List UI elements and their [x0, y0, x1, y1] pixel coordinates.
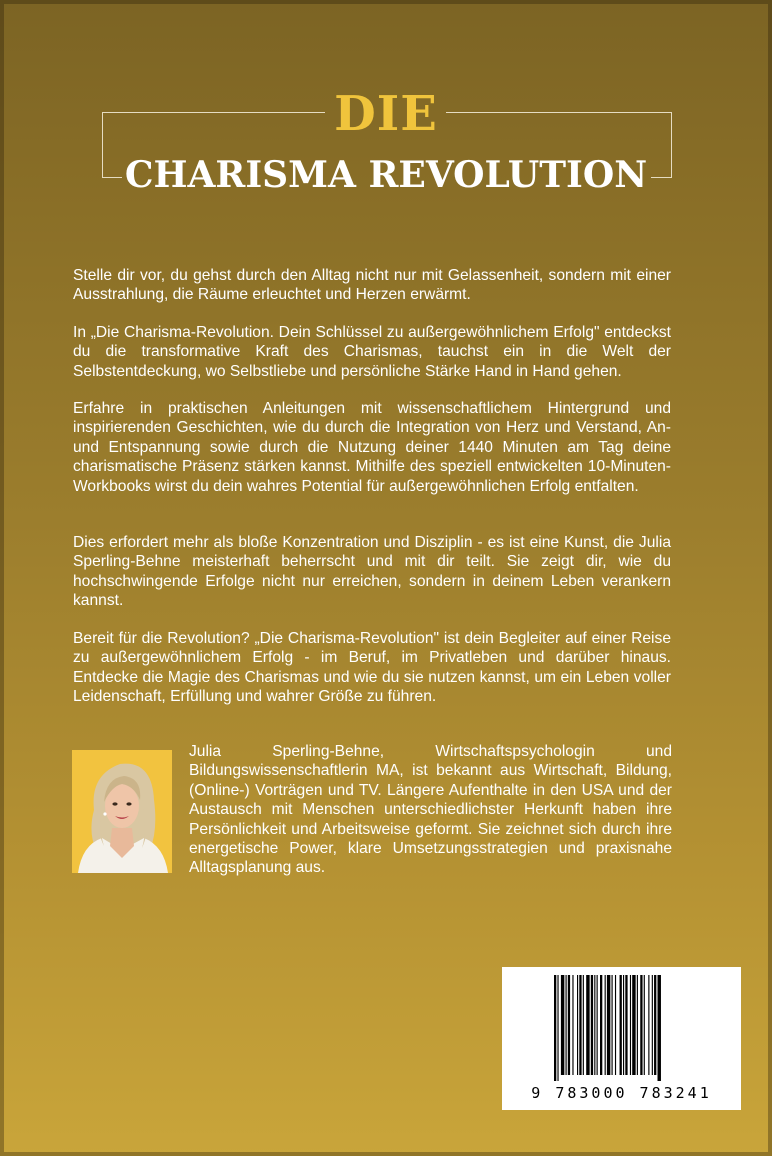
title-die: DIE: [334, 86, 438, 142]
barcode-bar: [640, 975, 642, 1075]
barcode-bar: [586, 975, 589, 1075]
barcode-bar: [583, 975, 584, 1075]
isbn-barcode: [502, 967, 741, 1110]
barcode-bar: [579, 975, 581, 1075]
barcode-bar: [600, 975, 602, 1075]
barcode-bar: [654, 975, 656, 1075]
barcode-bar: [648, 975, 649, 1075]
barcode-bar: [597, 975, 598, 1075]
barcode-bar: [607, 975, 610, 1075]
author-bio: Julia Sperling-Behne, Wirtschaftspsychologin und Bildungswissenschaftlerin MA, ist bekannt aus Wirtschaft, Bildung, (Online-) Vorträgen und TV. Längere Aufenthalte in den USA und der Austausch mit Menschen unterschiedlichster Herkunft haben ihre Persönlichkeit und Arbeitsweise geformt. Sie zeichnet sich durch ihre energetische Power, klare Umsetzungsstrategien und praxisnahe Alltagsplanung aus.: [189, 743, 672, 877]
barcode-bar: [577, 975, 578, 1075]
blurb-paragraph-1: Stelle dir vor, du gehst durch den Alltag nicht nur mit Gelassenheit, sondern mit einer Ausstrahlung, die Räume erleuchtet und Herzen erwärmt.: [73, 267, 671, 304]
barcode-bar: [658, 975, 661, 1081]
blurb-paragraph-3: Erfahre in praktischen Anleitungen mit wissenschaftlichem Hintergrund und inspirierenden Geschichten, wie du durch die Integration von Herz und Verstand, An- und Entspannung sowie durch die Nutzung deiner 1440 Minuten am Tag deine charismatische Präsenz stärken kannst. Mithilfe des speziell entwickelten 10-Minuten-Workbooks wirst du dein wahres Potential für außergewöhnlichen Erfolg entfalten.: [73, 400, 671, 495]
barcode-bars: [552, 975, 692, 1081]
barcode-bar: [572, 975, 573, 1075]
barcode-bar: [637, 975, 638, 1075]
title-charisma-revolution: CHARISMA REVOLUTION: [124, 154, 648, 196]
barcode-bar: [623, 975, 624, 1075]
barcode-bar: [591, 975, 593, 1075]
barcode-bar: [554, 975, 556, 1081]
barcode-bar: [612, 975, 613, 1075]
barcode-bar: [625, 975, 627, 1075]
barcode-bar: [568, 975, 570, 1075]
blurb-paragraph-5: Bereit für die Revolution? „Die Charisma-Revolution" ist dein Begleiter auf einer Reise zu außergewöhnlichem Erfolg - im Beruf, im Privatleben und darüber hinaus. Entdecke die Magie des Charismas und wie du sie nutzen kannst, um ein Leben voller Leidenschaft, Erfüllung und wahrer Größe zu führen.: [73, 630, 671, 706]
barcode-bar: [620, 975, 622, 1075]
author-photo: [72, 750, 172, 873]
barcode-bar: [632, 975, 635, 1075]
barcode-bar: [561, 975, 564, 1075]
barcode-bar: [615, 975, 616, 1075]
barcode-bar: [557, 975, 558, 1081]
barcode-bar: [594, 975, 595, 1075]
isbn-number: 9 783000 783241: [531, 1084, 712, 1102]
barcode-bar: [566, 975, 567, 1075]
barcode-bar: [630, 975, 631, 1075]
blurb-paragraph-2: In „Die Charisma-Revolution. Dein Schlüssel zu außergewöhnlichem Erfolg" entdeckst du die transformative Kraft des Charismas, tauchst ein in die Welt der Selbstentdeckung, wo Selbstliebe und persönliche Stärke Hand in Hand gehen.: [73, 324, 671, 380]
barcode-bar: [644, 975, 645, 1075]
blurb-paragraph-4: Dies erfordert mehr als bloße Konzentration und Disziplin - es ist eine Kunst, die Julia Sperling-Behne meisterhaft beherrscht und mit dir teilt. Sie zeigt dir, wie du hochschwingende Erfolge nicht nur erreichen, sondern in deinem Leben verankern kannst.: [73, 534, 671, 610]
barcode-bar: [605, 975, 606, 1075]
barcode-bar: [652, 975, 653, 1075]
